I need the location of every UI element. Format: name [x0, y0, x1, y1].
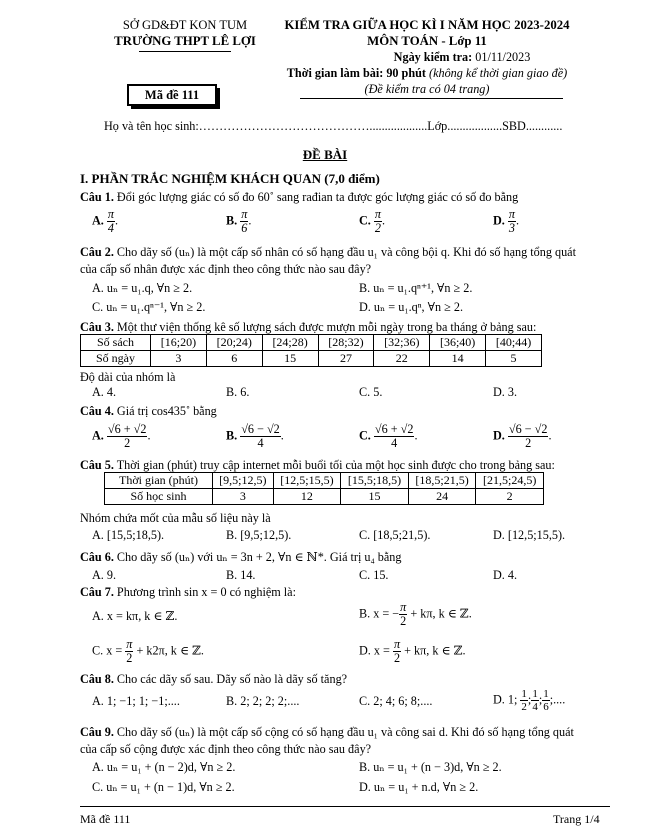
denominator: 2 — [400, 614, 407, 628]
q1-option-a[interactable]: A. $\frac{\pi}{4}$ . — [92, 207, 119, 235]
header-left — [80, 17, 290, 52]
q9-option-a[interactable]: A. uₙ = u₁ + (n − 2)d, ∀n ≥ 2. — [92, 760, 236, 774]
footer-exam-code: Mã đề 111 — [80, 812, 131, 826]
q5-option-b[interactable]: B. [9,5;12,5). — [226, 528, 292, 542]
q3-option-c[interactable]: C. 5. — [359, 385, 383, 399]
numerator: √6 − √2 — [508, 422, 548, 436]
table-cell: 3 — [151, 351, 207, 367]
q2-option-d[interactable]: D. uₙ = u₁.qⁿ, ∀n ≥ 2. — [359, 300, 464, 314]
table-cell: [20;24) — [206, 335, 262, 351]
q6-option-d[interactable]: D. 4. — [493, 568, 518, 582]
denominator: 2 — [126, 651, 133, 665]
table-cell: 3 — [213, 489, 274, 505]
numerator: √6 + √2 — [107, 422, 147, 436]
option-text: B. x = − — [359, 606, 400, 621]
question-label: Câu 1. — [80, 190, 114, 204]
q3-option-d[interactable]: D. 3. — [493, 385, 518, 399]
exam-title: KIỂM TRA GIỮA HỌC KÌ I NĂM HỌC 2023-2024 — [284, 18, 570, 32]
question-label: Câu 8. — [80, 672, 114, 686]
table-cell: 15 — [341, 489, 409, 505]
numerator: π — [241, 207, 248, 221]
option-text: D. 1; — [493, 692, 521, 707]
question-text: Thời gian (phút) truy cập internet mỗi buổi tối của một học sinh được cho trong bảng sau: — [116, 458, 555, 472]
table-cell: [28;32) — [318, 335, 374, 351]
option-letter: D. — [493, 428, 505, 443]
numerator: π — [400, 600, 407, 614]
table-cell: [16;20) — [151, 335, 207, 351]
denominator: 4 — [257, 436, 264, 450]
q5-option-c[interactable]: C. [18,5;21,5). — [359, 528, 431, 542]
q7-option-d[interactable] — [359, 638, 466, 665]
department-name: SỞ GD&ĐT KON TUM — [122, 18, 248, 32]
table-cell: [18,5;21,5) — [408, 473, 476, 489]
q4-option-b[interactable]: B. $\frac{√6 - √2}{4}$ . — [226, 422, 284, 450]
question-text: Cho dãy số (uₙ) là một cấp số nhân có số hạng đầu u₁ và công bội q. Khi đó số hạng tổng quát — [116, 245, 576, 259]
header-right — [272, 17, 582, 97]
option-text: C. x = — [92, 643, 126, 658]
option-letter: C. — [359, 213, 371, 228]
q2-option-a[interactable]: A. uₙ = u₁.q, ∀n ≥ 2. — [92, 281, 193, 295]
denominator: 2 — [521, 701, 527, 713]
question-2-cont: của cấp số nhân được xác định theo công thức nào sau đây? — [80, 262, 372, 276]
question-text: Cho dãy số (uₙ) là một cấp số cộng có số hạng đầu u₁ và công sai d. Khi đó số hạng tổng quát — [116, 725, 574, 739]
exam-date — [272, 49, 582, 65]
table-cell: 2 — [476, 489, 544, 505]
question-text: Giá trị cos435˚ bằng — [116, 404, 217, 418]
school-underline — [139, 51, 231, 52]
table-cell: Số sách — [81, 335, 151, 351]
question-label: Câu 2. — [80, 245, 114, 259]
question-9-cont: của cấp số cộng được xác định theo công thức nào sau đây? — [80, 742, 372, 756]
denominator: 3 — [508, 221, 515, 235]
numerator: π — [374, 207, 382, 221]
denominator: 6 — [241, 221, 248, 235]
q4-option-c[interactable]: C. $\frac{√6 + √2}{4}$ . — [359, 422, 418, 450]
table-cell: [24;28) — [262, 335, 318, 351]
numerator: π — [126, 637, 133, 651]
question-text: Một thư viện thống kê số lượng sách được mượn mỗi ngày trong ba tháng ở bảng sau: — [116, 320, 537, 334]
numerator: π — [508, 207, 516, 221]
table-cell: 24 — [408, 489, 476, 505]
fraction — [520, 688, 528, 713]
student-info-line: Họ và tên học sinh:……………………………………...................Lớp..................SBD............ — [104, 119, 563, 133]
fraction — [374, 423, 415, 450]
denominator: 2 — [124, 436, 131, 450]
table-cell: 27 — [318, 351, 374, 367]
question-label: Câu 5. — [80, 458, 114, 472]
table-cell: 6 — [206, 351, 262, 367]
denominator: 2 — [374, 221, 381, 235]
fraction — [240, 208, 248, 235]
table-cell: Thời gian (phút) — [105, 473, 213, 489]
table-cell: 12 — [273, 489, 341, 505]
fraction — [542, 688, 550, 713]
exam-code: Mã đề 111 — [144, 88, 200, 102]
date-label: Ngày kiểm tra: — [393, 50, 476, 64]
q1-option-c[interactable]: C. $\frac{\pi}{2}$ . — [359, 207, 386, 235]
option-letter: D. — [493, 213, 505, 228]
numerator: √6 + √2 — [374, 422, 414, 436]
table-cell: Số học sinh — [105, 489, 213, 505]
table-cell: [36;40) — [430, 335, 486, 351]
header-rule — [300, 98, 563, 99]
footer-rule — [80, 806, 610, 807]
q5-table — [104, 472, 544, 505]
option-text: + k2π, k ∈ ℤ. — [133, 643, 204, 658]
option-letter: B. — [226, 213, 238, 228]
option-text: D. x = — [359, 643, 393, 658]
q2-option-b[interactable]: B. uₙ = u₁.qⁿ⁺¹, ∀n ≥ 2. — [359, 281, 473, 295]
fraction — [531, 688, 539, 713]
denominator: 4 — [107, 221, 114, 235]
question-9 — [80, 725, 574, 740]
fraction — [508, 423, 549, 450]
q5-option-d[interactable]: D. [12,5;15,5). — [493, 528, 566, 542]
question-label: Câu 6. — [80, 550, 114, 564]
denominator: 2 — [525, 436, 532, 450]
table-row — [105, 489, 544, 505]
option-text: + kπ, k ∈ ℤ. — [407, 606, 472, 621]
fraction — [240, 423, 281, 450]
subject-title: MÔN TOÁN - Lớp 11 — [367, 34, 487, 48]
q1-option-d[interactable]: D. $\frac{\pi}{3}$ . — [493, 207, 520, 235]
question-2 — [80, 245, 576, 260]
numerator: 1 — [521, 688, 527, 700]
option-text: + kπ, k ∈ ℤ. — [401, 643, 466, 658]
option-letter: C. — [359, 428, 371, 443]
school-name: TRƯỜNG THPT LÊ LỢI — [114, 34, 256, 48]
table-row — [81, 335, 542, 351]
q8-option-a[interactable]: A. 1; −1; 1; −1;.... — [92, 694, 180, 708]
table-cell: Số ngày — [81, 351, 151, 367]
table-cell: [32;36) — [374, 335, 430, 351]
table-row — [81, 351, 542, 367]
q4-option-d[interactable]: D. $\frac{√6 - √2}{2}$ . — [493, 422, 552, 450]
q3-option-a[interactable]: A. 4. — [92, 385, 117, 399]
numerator: √6 − √2 — [241, 422, 280, 436]
option-letter: A. — [92, 213, 104, 228]
q7-option-b[interactable] — [359, 601, 472, 628]
q1-option-b[interactable]: B. $\frac{\pi}{6}$ . — [226, 207, 252, 235]
option-text: ;.... — [549, 692, 566, 707]
exam-time — [272, 65, 582, 81]
pages-note: (Đề kiểm tra có 04 trang) — [364, 82, 490, 96]
q6-option-c[interactable]: C. 15. — [359, 568, 389, 582]
question-text: Đổi góc lượng giác có số đo 60˚ sang rađian ta được góc lượng giác có số đo bằng — [116, 190, 519, 204]
table-cell: 5 — [486, 351, 542, 367]
question-label: Câu 3. — [80, 320, 114, 334]
q9-option-b[interactable]: B. uₙ = u₁ + (n − 3)d, ∀n ≥ 2. — [359, 760, 502, 774]
date-value: 01/11/2023 — [475, 50, 531, 64]
q3-option-b[interactable]: B. 6. — [226, 385, 250, 399]
q2-option-c[interactable]: C. uₙ = u₁.qⁿ⁻¹, ∀n ≥ 2. — [92, 300, 206, 314]
fraction — [508, 208, 516, 235]
numerator: 1 — [543, 688, 549, 700]
q8-option-c[interactable]: C. 2; 4; 6; 8;.... — [359, 694, 433, 708]
question-5-cont: Nhóm chứa mốt của mẫu số liệu này là — [80, 511, 271, 525]
question-text: Cho dãy số (uₙ) với uₙ = 3n + 2, ∀n ∈ ℕ*. Giá trị u₄ bằng — [116, 550, 402, 564]
exam-code-box — [127, 84, 217, 106]
fraction — [393, 638, 401, 665]
question-3 — [80, 320, 536, 335]
denominator: 4 — [391, 436, 398, 450]
table-cell: 14 — [430, 351, 486, 367]
question-7 — [80, 585, 296, 600]
question-4 — [80, 404, 217, 419]
table-cell: [40;44) — [486, 335, 542, 351]
q9-option-d[interactable]: D. uₙ = u₁ + n.d, ∀n ≥ 2. — [359, 780, 479, 794]
table-cell: [15,5;18,5) — [341, 473, 409, 489]
part-title: I. PHẦN TRẮC NGHIỆM KHÁCH QUAN (7,0 điểm) — [80, 171, 380, 186]
question-6 — [80, 550, 401, 565]
numerator: π — [107, 207, 115, 221]
numerator: 1 — [532, 688, 538, 700]
section-title: ĐỀ BÀI — [302, 147, 348, 162]
q3-table — [80, 334, 542, 367]
question-5 — [80, 458, 555, 473]
question-8 — [80, 672, 347, 687]
question-3-cont: Độ dài của nhóm là — [80, 370, 176, 384]
question-label: Câu 9. — [80, 725, 114, 739]
q8-option-d[interactable]: D. 1; $\frac{1}{2}$; $\frac{1}{4}$; $\frac{1}{6}$;.... — [493, 688, 566, 713]
fraction — [107, 423, 148, 450]
question-text: Phương trình sin x = 0 có nghiệm là: — [116, 585, 296, 599]
question-text: Cho các dãy số sau. Dãy số nào là dãy số tăng? — [116, 672, 348, 686]
time-label: Thời gian làm bài: 90 phút — [286, 66, 430, 80]
question-label: Câu 4. — [80, 404, 114, 418]
table-cell: [21,5;24,5) — [476, 473, 544, 489]
question-label: Câu 7. — [80, 585, 114, 599]
denominator: 6 — [543, 701, 549, 713]
fraction — [374, 208, 382, 235]
numerator: π — [393, 637, 401, 651]
table-row — [105, 473, 544, 489]
q6-option-a[interactable]: A. 9. — [92, 568, 117, 582]
denominator: 2 — [393, 651, 401, 665]
table-cell: [12,5;15,5) — [273, 473, 341, 489]
option-letter: B. — [226, 428, 238, 443]
table-cell: 22 — [374, 351, 430, 367]
option-letter: A. — [92, 428, 104, 443]
table-cell: 15 — [262, 351, 318, 367]
q7-option-a[interactable]: A. x = kπ, k ∈ ℤ. — [92, 609, 178, 623]
q4-option-a[interactable]: A. $\frac{√6 + √2}{2}$ . — [92, 422, 151, 450]
footer-page-number: Trang 1/4 — [553, 812, 600, 826]
q7-option-c[interactable] — [92, 638, 204, 665]
question-1 — [80, 190, 518, 205]
time-note: (không kể thời gian giao đề) — [429, 66, 568, 80]
table-cell: [9,5;12,5) — [213, 473, 274, 489]
denominator: 4 — [532, 701, 538, 713]
q9-option-c[interactable]: C. uₙ = u₁ + (n − 1)d, ∀n ≥ 2. — [92, 780, 235, 794]
q8-option-b[interactable]: B. 2; 2; 2; 2;.... — [226, 694, 300, 708]
fraction — [107, 208, 115, 235]
q6-option-b[interactable]: B. 14. — [226, 568, 256, 582]
q5-option-a[interactable]: A. [15,5;18,5). — [92, 528, 165, 542]
